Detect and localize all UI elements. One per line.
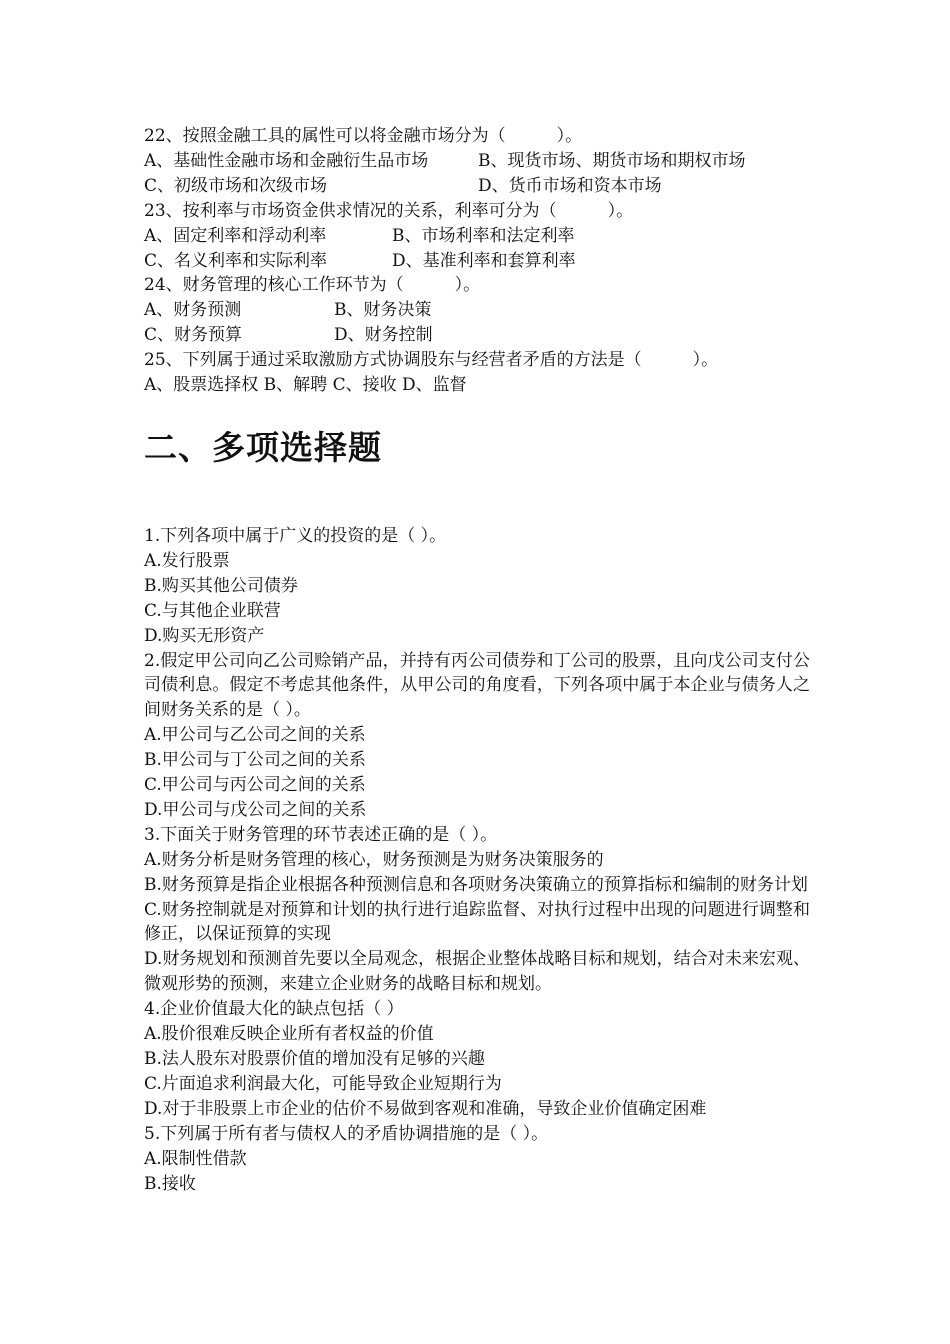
mc-question-4 (144, 997, 810, 1122)
mc-question-1-option-c: C.与其他企业联营 (144, 600, 281, 621)
question-23-options-row-2 (144, 249, 810, 274)
question-22-options-row-1 (144, 149, 810, 174)
question-22-option-b: B、现货市场、期货市场和期权市场 (478, 150, 746, 171)
question-25-text: 25、下列属于通过采取激励方式协调股东与经营者矛盾的方法是（ ）。 (144, 350, 719, 371)
mc-question-2-option-b: B.甲公司与丁公司之间的关系 (144, 750, 366, 771)
mc-question-1-option-a: A.发行股票 (144, 550, 230, 571)
question-24-option-c: C、财务预算 (144, 325, 243, 346)
question-22-text: 22、按照金融工具的属性可以将金融市场分为（ ）。 (144, 126, 583, 146)
mc-question-2-option-d: D.甲公司与戊公司之间的关系 (144, 799, 367, 820)
question-24-text: 24、财务管理的核心工作环节为（ ）。 (144, 275, 481, 296)
mc-question-4-option-d: D.对于非股票上市企业的估价不易做到客观和准确，导致企业价值确定困难 (144, 1098, 707, 1119)
mc-question-3 (144, 823, 810, 997)
question-23-option-b: B、市场利率和法定利率 (392, 225, 575, 246)
question-24 (144, 273, 810, 348)
question-23 (144, 199, 810, 274)
mc-question-5-option-b: B.接收 (144, 1173, 196, 1194)
question-22-options-row-2 (144, 174, 810, 199)
question-23-option-d: D、基准利率和套算利率 (392, 250, 576, 271)
question-24-option-d: D、财务控制 (334, 325, 433, 346)
question-24-option-b: B、财务决策 (334, 300, 432, 321)
question-23-option-c: C、名义利率和实际利率 (144, 250, 328, 271)
mc-question-1-option-b: B.购买其他公司债券 (144, 575, 298, 596)
mc-question-2-option-c: C.甲公司与丙公司之间的关系 (144, 775, 366, 796)
question-23-options-row-1 (144, 224, 810, 249)
mc-question-3-option-d: D.财务规划和预测首先要以全局观念，根据企业整体战略目标和规划，结合对未来宏观、微观形势的预测，来建立企业财务的战略目标和规划。 (144, 949, 810, 995)
question-22 (144, 124, 810, 199)
mc-question-1-text: 1.下列各项中属于广义的投资的是（ ）。 (144, 525, 447, 546)
mc-question-4-option-b: B.法人股东对股票价值的增加没有足够的兴趣 (144, 1049, 485, 1069)
question-22-option-d: D、货币市场和资本市场 (478, 175, 662, 196)
mc-question-3-option-b: B.财务预算是指企业根据各种预测信息和各项财务决策确立的预算指标和编制的财务计划 (144, 874, 808, 895)
question-24-option-a: A、财务预测 (144, 300, 242, 321)
question-23-option-a: A、固定利率和浮动利率 (144, 225, 327, 246)
mc-question-5-option-a: A.限制性借款 (144, 1148, 247, 1169)
question-25-options: A、股票选择权 B、解聘 C、接收 D、监督 (144, 375, 467, 396)
section-heading-multiple-choice: 二、多项选择题 (144, 427, 382, 467)
mc-question-4-option-a: A.股价很难反映企业所有者权益的价值 (144, 1024, 434, 1045)
mc-question-5 (144, 1122, 810, 1197)
question-22-option-c: C、初级市场和次级市场 (144, 175, 328, 196)
document-page (144, 124, 810, 1196)
mc-question-2-text: 2.假定甲公司向乙公司赊销产品，并持有丙公司债券和丁公司的股票，且向戊公司支付公司债利息。假定不考虑其他条件，从甲公司的角度看，下列各项中属于本企业与债务人之间财务关系的是（ ）。 (144, 650, 810, 721)
mc-question-3-text: 3.下面关于财务管理的环节表述正确的是（ ）。 (144, 824, 498, 845)
mc-question-1 (144, 524, 810, 649)
mc-question-4-option-c: C.片面追求利润最大化，可能导致企业短期行为 (144, 1073, 502, 1094)
question-24-options-row-1 (144, 298, 810, 323)
question-22-option-a: A、基础性金融市场和金融衍生品市场 (144, 150, 429, 171)
mc-question-3-option-c: C.财务控制就是对预算和计划的执行进行追踪监督、对执行过程中出现的问题进行调整和修正，以保证预算的实现 (144, 899, 810, 945)
question-24-options-row-2 (144, 323, 810, 348)
question-23-text: 23、按利率与市场资金供求情况的关系，利率可分为（ ）。 (144, 200, 634, 221)
mc-question-4-text: 4.企业价值最大化的缺点包括（ ） (144, 999, 404, 1020)
mc-question-5-text: 5.下列属于所有者与债权人的矛盾协调措施的是（ ）。 (144, 1123, 549, 1144)
mc-question-2-option-a: A.甲公司与乙公司之间的关系 (144, 725, 366, 746)
mc-question-2 (144, 649, 810, 823)
mc-question-3-option-a: A.财务分析是财务管理的核心，财务预测是为财务决策服务的 (144, 849, 604, 870)
question-25 (144, 348, 810, 398)
mc-question-1-option-d: D.购买无形资产 (144, 625, 265, 646)
